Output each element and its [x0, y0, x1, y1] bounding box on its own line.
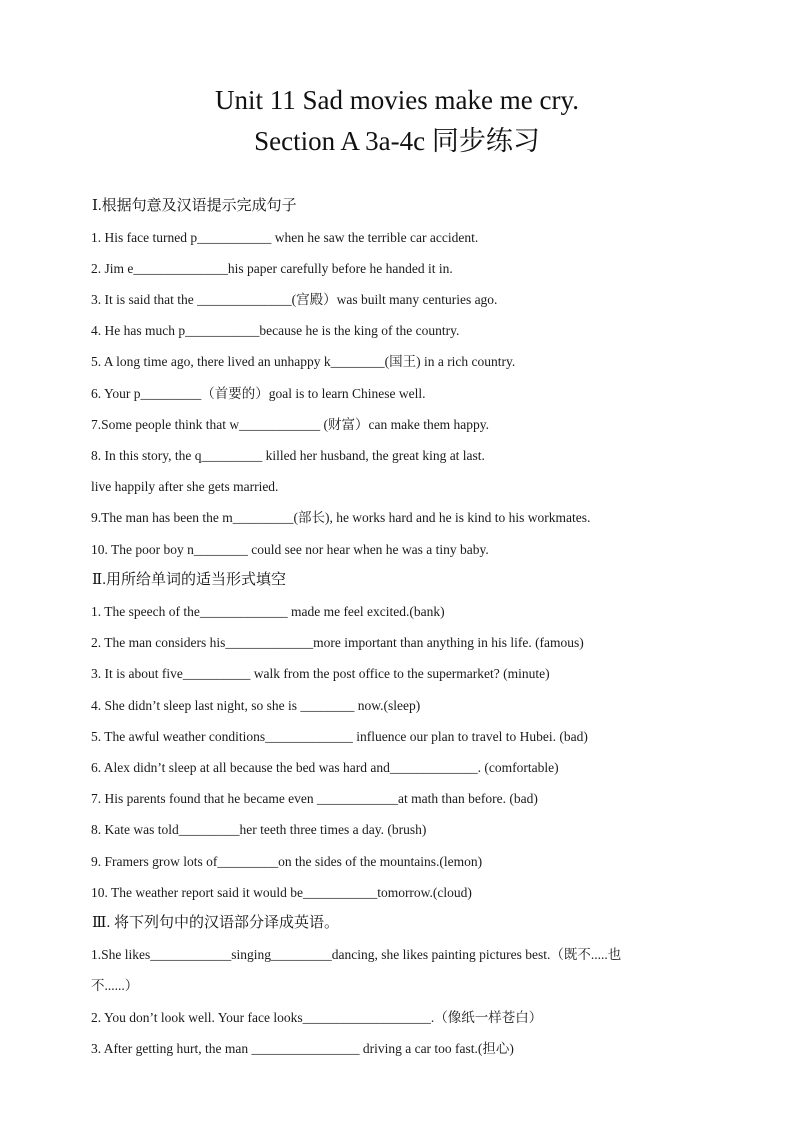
section-2-heading: Ⅱ.用所给单词的适当形式填空	[92, 572, 286, 588]
section-1-item: 7.Some people think that w____________ (财富）can make them happy.	[91, 417, 490, 432]
section-3-item: 3. After getting hurt, the man ________________ driving a car too fast.(担心)	[91, 1041, 514, 1056]
section-1-item: 3. It is said that the ______________(宫殿）was built many centuries ago.	[91, 292, 498, 307]
section-1-heading: Ⅰ.根据句意及汉语提示完成句子	[92, 198, 297, 214]
section-1-item: live happily after she gets married.	[91, 479, 279, 494]
page-title-line-2: Section A 3a-4c 同步练习	[254, 126, 540, 156]
section-1-item: 10. The poor boy n________ could see nor hear when he was a tiny baby.	[91, 542, 489, 557]
section-2-item: 2. The man considers his_____________more important than anything in his life. (famous)	[91, 635, 584, 650]
section-2-item: 9. Framers grow lots of_________on the sides of the mountains.(lemon)	[91, 854, 483, 869]
section-2-item: 5. The awful weather conditions_____________ influence our plan to travel to Hubei. (bad)	[91, 729, 588, 744]
section-2-item: 10. The weather report said it would be___________tomorrow.(cloud)	[91, 885, 472, 900]
section-3-item: 1.She likes____________singing_________dancing, she likes painting pictures best.（既不.....也	[91, 947, 622, 962]
section-2-item: 3. It is about five__________ walk from the post office to the supermarket? (minute)	[91, 666, 550, 681]
section-1-item: 6. Your p_________（首要的）goal is to learn Chinese well.	[91, 386, 426, 401]
section-3-item: 不......）	[91, 978, 139, 993]
section-1-item: 4. He has much p___________because he is the king of the country.	[91, 323, 460, 338]
section-2-item: 6. Alex didn’t sleep at all because the bed was hard and_____________. (comfortable)	[91, 760, 559, 775]
section-3-heading: Ⅲ. 将下列句中的汉语部分译成英语。	[92, 915, 339, 931]
section-2-item: 7. His parents found that he became even ____________at math than before. (bad)	[91, 791, 538, 806]
section-3-item: 2. You don’t look well. Your face looks___________________.（像纸一样苍白）	[91, 1010, 543, 1025]
section-1-item: 1. His face turned p___________ when he saw the terrible car accident.	[91, 230, 479, 245]
section-1-item: 8. In this story, the q_________ killed her husband, the great king at last.	[91, 448, 485, 463]
section-1-item: 9.The man has been the m_________(部长), he works hard and he is kind to his workmates.	[91, 510, 591, 525]
section-2-item: 4. She didn’t sleep last night, so she is ________ now.(sleep)	[91, 698, 421, 713]
section-2-item: 1. The speech of the_____________ made me feel excited.(bank)	[91, 604, 445, 619]
page-title-line-1: Unit 11 Sad movies make me cry.	[215, 85, 579, 115]
section-2-item: 8. Kate was told_________her teeth three times a day. (brush)	[91, 822, 427, 837]
section-1-item: 5. A long time ago, there lived an unhappy k________(国王) in a rich country.	[91, 354, 516, 369]
section-1-item: 2. Jim e______________his paper carefully before he handed it in.	[91, 261, 453, 276]
